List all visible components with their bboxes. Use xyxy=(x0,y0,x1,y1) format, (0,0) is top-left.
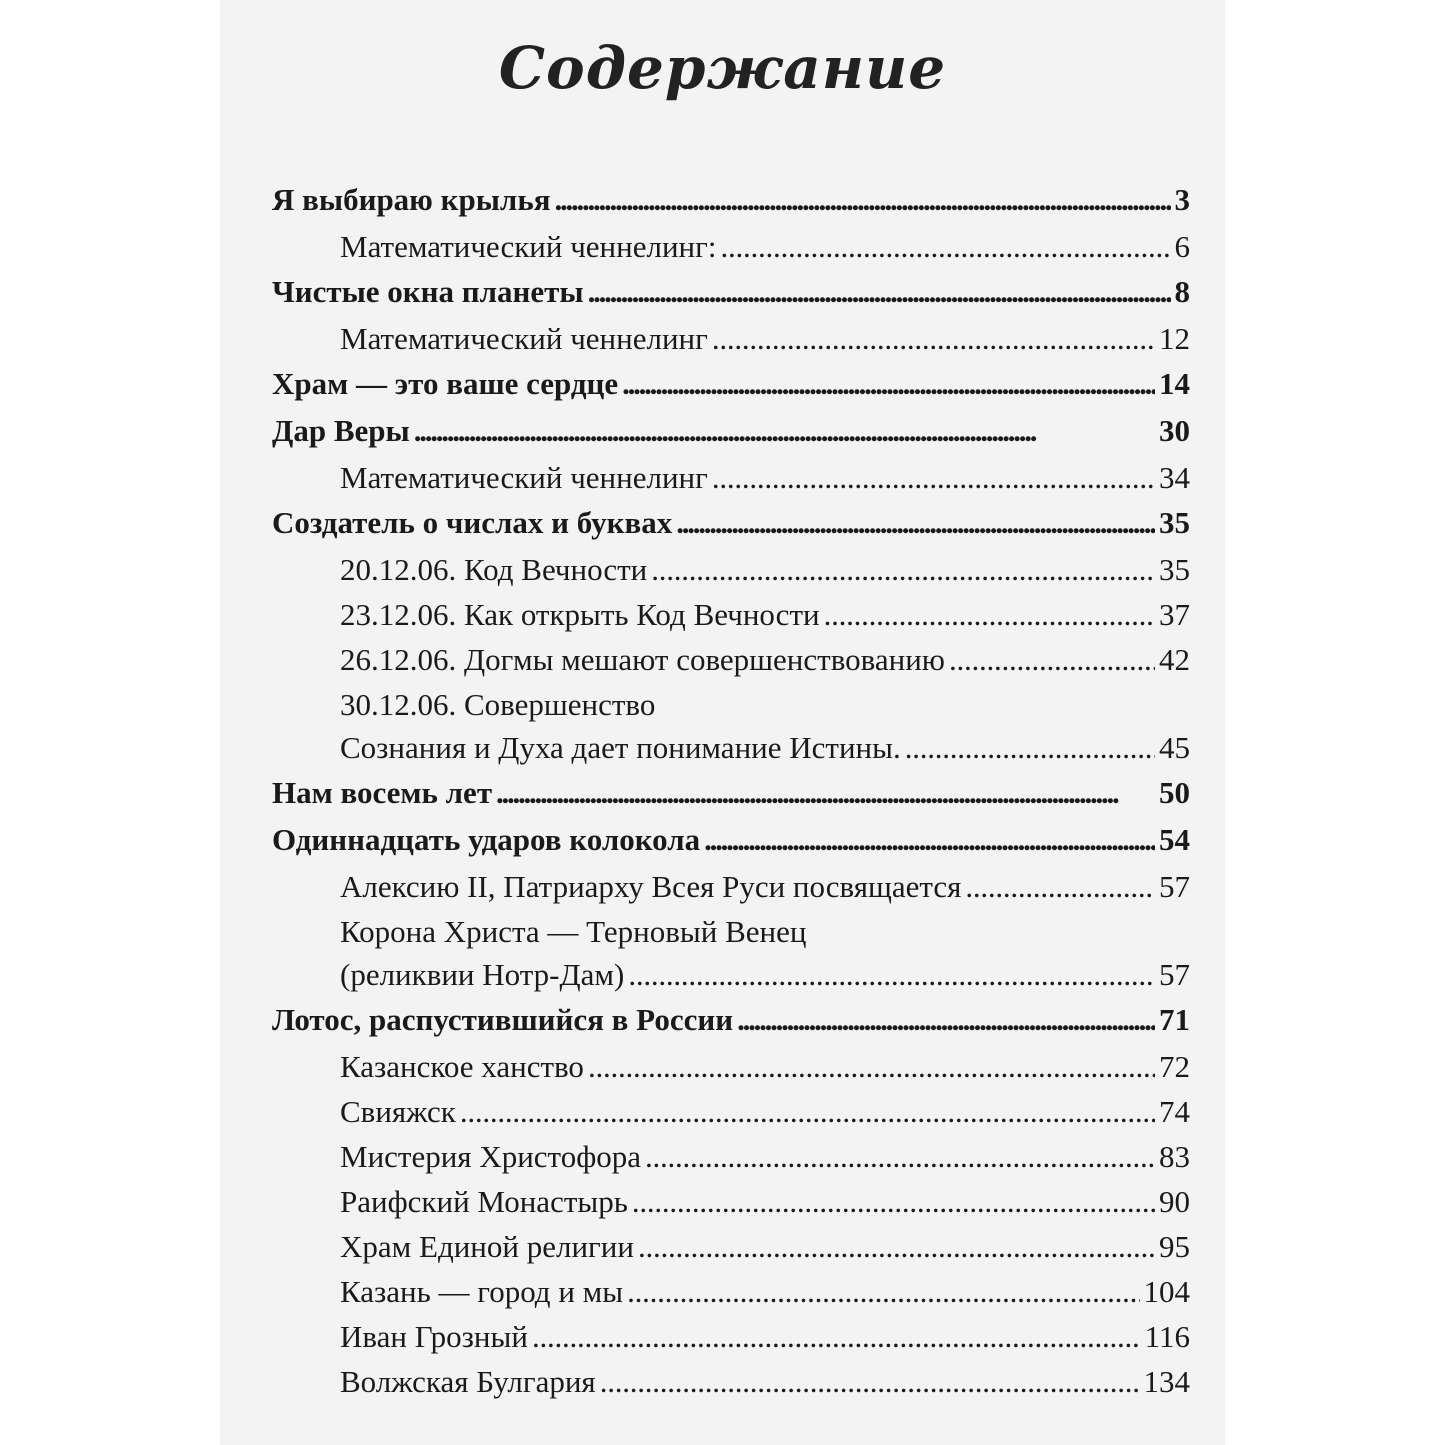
toc-entry-title: Корона Христа — Терновый Венец xyxy=(340,914,807,949)
toc-entry-page: 30 xyxy=(1159,413,1190,448)
toc-entry-title: 26.12.06. Догмы мешают совершенствованию xyxy=(340,642,945,677)
toc-entry xyxy=(272,182,1190,229)
toc-entry-page: 54 xyxy=(1159,822,1190,857)
toc-entry-title: Математический ченнелинг xyxy=(340,460,708,495)
dot-leader xyxy=(600,1364,1140,1400)
toc-entry xyxy=(272,1094,1190,1139)
toc-entry xyxy=(272,366,1190,413)
dot-leader xyxy=(628,957,1155,993)
dot-leader xyxy=(905,730,1155,766)
toc-entry-page: 42 xyxy=(1159,642,1190,677)
toc-entry xyxy=(272,1139,1190,1184)
toc-entry-title: Мистерия Христофора xyxy=(340,1139,642,1174)
toc-entry xyxy=(272,413,1190,460)
dot-leader xyxy=(737,1002,1155,1038)
toc-entry-page: 57 xyxy=(1159,957,1190,992)
toc-entry-page: 71 xyxy=(1159,1002,1190,1037)
toc-entry-page: 104 xyxy=(1143,1274,1190,1309)
dot-leader xyxy=(622,366,1155,402)
toc-entry-title: Чистые окна планеты xyxy=(272,274,584,309)
toc-entry-page: 45 xyxy=(1159,730,1190,765)
toc-entry-title: 20.12.06. Код Вечности xyxy=(340,552,648,587)
dot-leader xyxy=(496,775,1155,811)
toc-entry-title: Казань — город и мы xyxy=(340,1274,624,1309)
toc-entry-title: Свияжск xyxy=(340,1094,456,1129)
toc-entry-title: Математический ченнелинг xyxy=(340,321,708,356)
toc-entry-page: 116 xyxy=(1144,1319,1190,1354)
toc-entry-page: 90 xyxy=(1159,1184,1190,1219)
toc-entry-page: 3 xyxy=(1174,182,1190,217)
toc-entry xyxy=(272,730,1190,775)
dot-leader xyxy=(532,1319,1141,1355)
toc-entry xyxy=(272,914,1190,957)
toc-entry-page: 72 xyxy=(1159,1049,1190,1084)
dot-leader xyxy=(555,182,1171,218)
toc-entry-page: 95 xyxy=(1159,1229,1190,1264)
dot-leader xyxy=(588,1049,1155,1085)
dot-leader xyxy=(824,597,1155,633)
dot-leader xyxy=(676,505,1155,541)
toc-entry-title: (реликвии Нотр-Дам) xyxy=(340,957,625,992)
toc-entry-title: Одиннадцать ударов колокола xyxy=(272,822,701,857)
dot-leader xyxy=(645,1139,1155,1175)
toc-entry xyxy=(272,229,1190,274)
toc-entry-page: 74 xyxy=(1159,1094,1190,1129)
toc-entry-title: Иван Грозный xyxy=(340,1319,528,1354)
toc-entry xyxy=(272,321,1190,366)
dot-leader xyxy=(712,460,1155,496)
toc-entry-title: Сознания и Духа дает понимание Истины. xyxy=(340,730,901,765)
toc-entry xyxy=(272,775,1190,822)
dot-leader xyxy=(627,1274,1139,1310)
toc-entry-title: Храм — это ваше сердце xyxy=(272,366,619,401)
toc-entry-title: Храм Единой религии xyxy=(340,1229,634,1264)
toc-entry-page: 50 xyxy=(1159,775,1190,810)
toc-entry-title: Лотос, распустившийся в России xyxy=(272,1002,734,1037)
dot-leader xyxy=(651,552,1155,588)
toc-entry-title: Алексию II, Патриарху Всея Руси посвящается xyxy=(340,869,962,904)
toc-entry xyxy=(272,274,1190,321)
toc-entry xyxy=(272,597,1190,642)
toc-entry xyxy=(272,1229,1190,1274)
toc-entry xyxy=(272,1049,1190,1094)
toc-entry xyxy=(272,869,1190,914)
dot-leader xyxy=(965,869,1155,905)
toc-entry-page: 57 xyxy=(1159,869,1190,904)
dot-leader xyxy=(704,822,1155,858)
dot-leader xyxy=(632,1184,1155,1220)
toc-entry xyxy=(272,505,1190,552)
toc-entry xyxy=(272,1364,1190,1409)
toc-entry-title: Нам восемь лет xyxy=(272,775,493,810)
toc-entry xyxy=(272,822,1190,869)
toc-entry-title: Волжская Булгария xyxy=(340,1364,596,1399)
toc-entry-page: 35 xyxy=(1159,505,1190,540)
toc-entry-title: 30.12.06. Совершенство xyxy=(340,687,656,722)
toc-entry-title: Я выбираю крылья xyxy=(272,182,551,217)
toc-entry xyxy=(272,642,1190,687)
dot-leader xyxy=(414,413,1155,449)
toc-entry xyxy=(272,1184,1190,1229)
dot-leader xyxy=(949,642,1155,678)
dot-leader xyxy=(588,274,1171,310)
toc-entry-title: Раифский Монастырь xyxy=(340,1184,628,1219)
dot-leader xyxy=(638,1229,1155,1265)
dot-leader xyxy=(720,229,1170,265)
toc-entry-title: Казанское ханство xyxy=(340,1049,584,1084)
toc-entry-page: 12 xyxy=(1159,321,1190,356)
toc-entry xyxy=(272,1002,1190,1049)
toc-entry-page: 34 xyxy=(1159,460,1190,495)
toc-entry-title: Математический ченнелинг: xyxy=(340,229,717,264)
toc-entry-title: Создатель о числах и буквах xyxy=(272,505,673,540)
toc-entry xyxy=(272,957,1190,1002)
toc-entry-page: 83 xyxy=(1159,1139,1190,1174)
dot-leader xyxy=(460,1094,1155,1130)
toc-entry-page: 35 xyxy=(1159,552,1190,587)
table-of-contents xyxy=(272,182,1190,1409)
dot-leader xyxy=(712,321,1155,357)
toc-entry xyxy=(272,687,1190,730)
toc-entry-page: 134 xyxy=(1143,1364,1190,1399)
toc-entry-page: 37 xyxy=(1159,597,1190,632)
toc-entry-page: 14 xyxy=(1159,366,1190,401)
toc-entry xyxy=(272,1274,1190,1319)
toc-entry-title: 23.12.06. Как открыть Код Вечности xyxy=(340,597,820,632)
toc-entry xyxy=(272,552,1190,597)
toc-entry xyxy=(272,460,1190,505)
toc-entry-title: Дар Веры xyxy=(272,413,410,448)
page-title: Содержание xyxy=(498,34,947,102)
toc-entry-page: 6 xyxy=(1174,229,1190,264)
toc-entry-page: 8 xyxy=(1174,274,1190,309)
toc-entry xyxy=(272,1319,1190,1364)
